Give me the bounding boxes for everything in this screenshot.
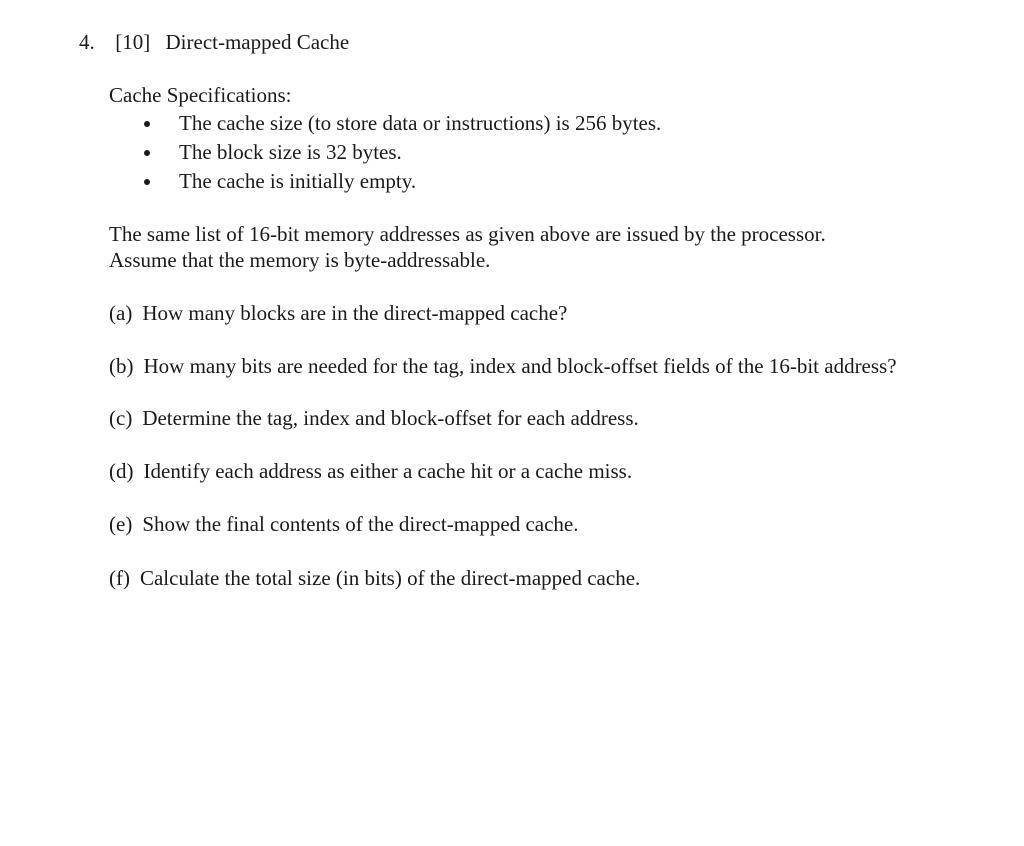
specs-list <box>109 110 661 197</box>
question-label: (c) <box>109 406 133 430</box>
spec-item-text: The cache is initially empty. <box>179 169 417 193</box>
question-item <box>109 565 640 591</box>
question-label: (a) <box>109 301 133 325</box>
problem-points: [10] <box>115 30 151 54</box>
paragraph-line: The same list of 16-bit memory addresses as given above are issued by the processor. <box>109 222 826 246</box>
question-item <box>109 511 578 537</box>
question-text: How many bits are needed for the tag, index and block-offset fields of the 16-bit address? <box>143 354 897 378</box>
description-paragraph <box>109 221 826 273</box>
bullet-icon <box>144 150 150 156</box>
bullet-icon <box>144 179 150 185</box>
spec-item-text: The block size is 32 bytes. <box>179 140 402 164</box>
question-label: (d) <box>109 459 134 483</box>
question-text: Identify each address as either a cache hit or a cache miss. <box>143 459 633 483</box>
question-text: Show the final contents of the direct-mapped cache. <box>142 512 579 536</box>
spec-item <box>109 139 661 168</box>
question-text: Calculate the total size (in bits) of the direct-mapped cache. <box>139 566 641 590</box>
paragraph-line: Assume that the memory is byte-addressable. <box>109 248 491 272</box>
bullet-icon <box>144 121 150 127</box>
question-item <box>109 353 897 379</box>
problem-number: 4. <box>79 30 95 54</box>
question-label: (f) <box>109 566 130 590</box>
question-text: How many blocks are in the direct-mapped cache? <box>142 301 568 325</box>
spec-item <box>109 168 661 197</box>
spec-item <box>109 110 661 139</box>
question-item <box>109 405 639 431</box>
question-item <box>109 300 567 326</box>
problem-heading <box>79 29 349 55</box>
question-item <box>109 458 632 484</box>
specs-heading: Cache Specifications: <box>109 83 292 107</box>
question-label: (e) <box>109 512 133 536</box>
question-text: Determine the tag, index and block-offset for each address. <box>142 406 639 430</box>
spec-item-text: The cache size (to store data or instructions) is 256 bytes. <box>179 111 662 135</box>
question-label: (b) <box>109 354 134 378</box>
problem-title: Direct-mapped Cache <box>165 30 350 54</box>
